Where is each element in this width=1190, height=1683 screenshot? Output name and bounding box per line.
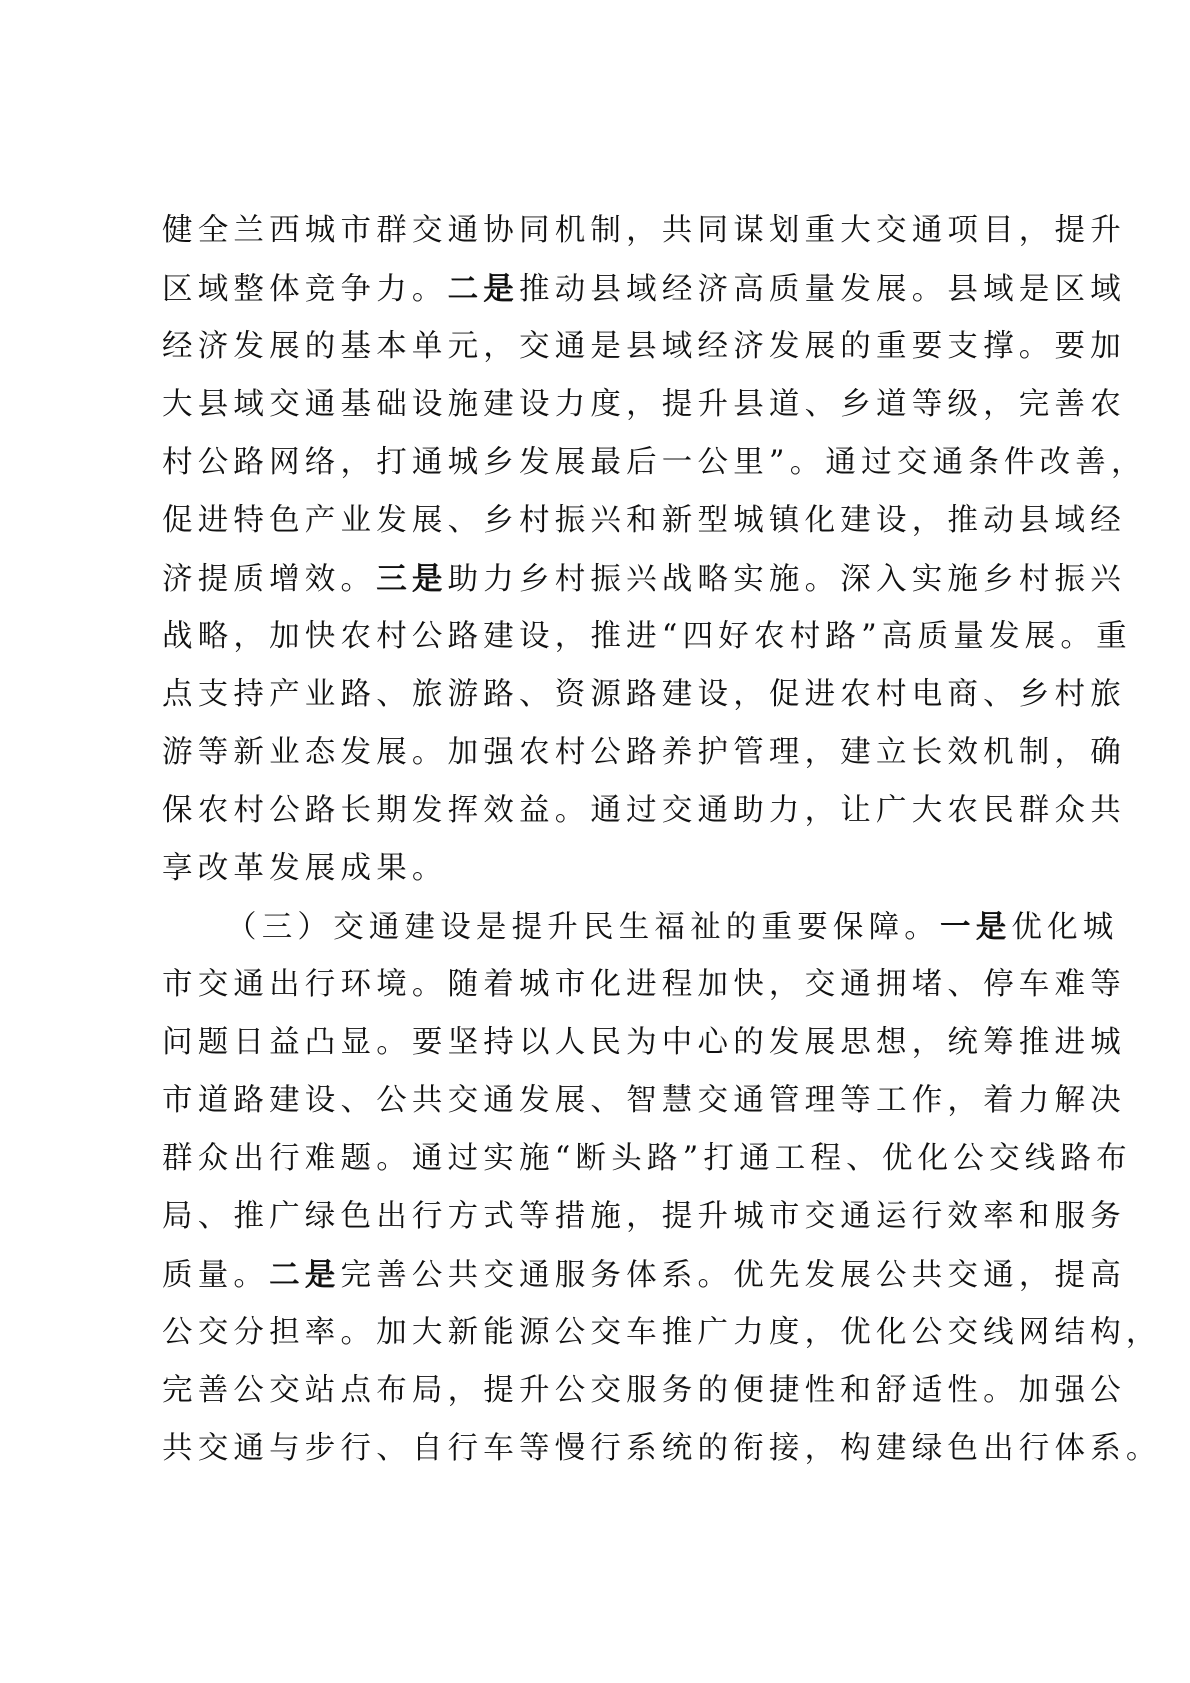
text-line [162, 1304, 1162, 1362]
text-segment: 公交分担率。加大新能源公交车推广力度，优化公交线网结构， [162, 1315, 1162, 1350]
text-line [162, 318, 1126, 376]
text-segment: 局、推广绿色出行方式等措施，提升城市交通运行效率和服务 [162, 1199, 1126, 1234]
text-line [162, 1246, 1126, 1304]
text-line [162, 724, 1126, 782]
text-segment: 大县域交通基础设施建设力度，提升县道、乡道等级，完善农 [162, 387, 1126, 422]
text-segment: 村公路网络，打通城乡发展最后一公里”。通过交通条件改善， [162, 445, 1147, 480]
bold-text-segment: 三是 [376, 561, 448, 597]
text-line [162, 1014, 1126, 1072]
text-line [162, 1188, 1126, 1246]
text-segment: 问题日益凸显。要坚持以人民为中心的发展思想，统筹推进城 [162, 1025, 1126, 1060]
text-line [162, 492, 1126, 550]
text-segment: 健全兰西城市群交通协同机制，共同谋划重大交通项目，提升 [162, 213, 1126, 248]
text-line [162, 434, 1147, 492]
text-segment: （三）交通建设是提升民生福祉的重要保障。 [226, 910, 940, 945]
text-segment: 促进特色产业发展、乡村振兴和新型城镇化建设，推动县域经 [162, 503, 1126, 538]
text-line [162, 1420, 1162, 1478]
text-segment: 共交通与步行、自行车等慢行系统的衔接，构建绿色出行体系。 [162, 1431, 1162, 1466]
text-segment: 享改革发展成果。 [162, 851, 448, 886]
text-line [162, 1130, 1132, 1188]
text-segment: 群众出行难题。通过实施“断头路”打通工程、优化公交线路布 [162, 1141, 1132, 1176]
text-line [162, 1362, 1126, 1420]
text-segment: 市交通出行环境。随着城市化进程加快，交通拥堵、停车难等 [162, 967, 1126, 1002]
text-segment: 游等新业态发展。加强农村公路养护管理，建立长效机制，确 [162, 735, 1126, 770]
text-line [162, 782, 1126, 840]
text-line [162, 898, 1119, 956]
text-segment: 完善公共交通服务体系。优先发展公共交通，提高 [340, 1258, 1126, 1293]
text-segment: 济提质增效。 [162, 562, 377, 597]
bold-text-segment: 二是 [447, 271, 520, 307]
text-line [162, 1072, 1126, 1130]
text-line [162, 666, 1126, 724]
text-line [162, 260, 1126, 318]
text-segment: 保农村公路长期发挥效益。通过交通助力，让广大农民群众共 [162, 793, 1126, 828]
text-segment: 点支持产业路、旅游路、资源路建设，促进农村电商、乡村旅 [162, 677, 1126, 712]
text-line [162, 550, 1126, 608]
text-segment: 经济发展的基本单元，交通是县域经济发展的重要支撑。要加 [162, 329, 1126, 364]
text-line [162, 608, 1132, 666]
text-line [162, 202, 1126, 260]
document-body [162, 202, 1162, 1478]
text-segment: 区域整体竞争力。 [162, 272, 448, 307]
text-segment: 市道路建设、公共交通发展、智慧交通管理等工作，着力解决 [162, 1083, 1126, 1118]
text-line [162, 956, 1126, 1014]
text-segment: 优化城 [1011, 910, 1119, 945]
text-segment: 助力乡村振兴战略实施。深入实施乡村振兴 [447, 562, 1126, 597]
text-line [162, 840, 1032, 898]
text-segment: 完善公交站点布局，提升公交服务的便捷性和舒适性。加强公 [162, 1373, 1126, 1408]
text-line [162, 376, 1126, 434]
bold-text-segment: 一是 [940, 909, 1012, 945]
text-segment: 质量。 [162, 1258, 270, 1293]
text-segment: 推动县域经济高质量发展。县域是区域 [519, 272, 1126, 307]
bold-text-segment: 二是 [269, 1257, 341, 1293]
text-segment: 战略，加快农村公路建设，推进“四好农村路”高质量发展。重 [162, 619, 1132, 654]
